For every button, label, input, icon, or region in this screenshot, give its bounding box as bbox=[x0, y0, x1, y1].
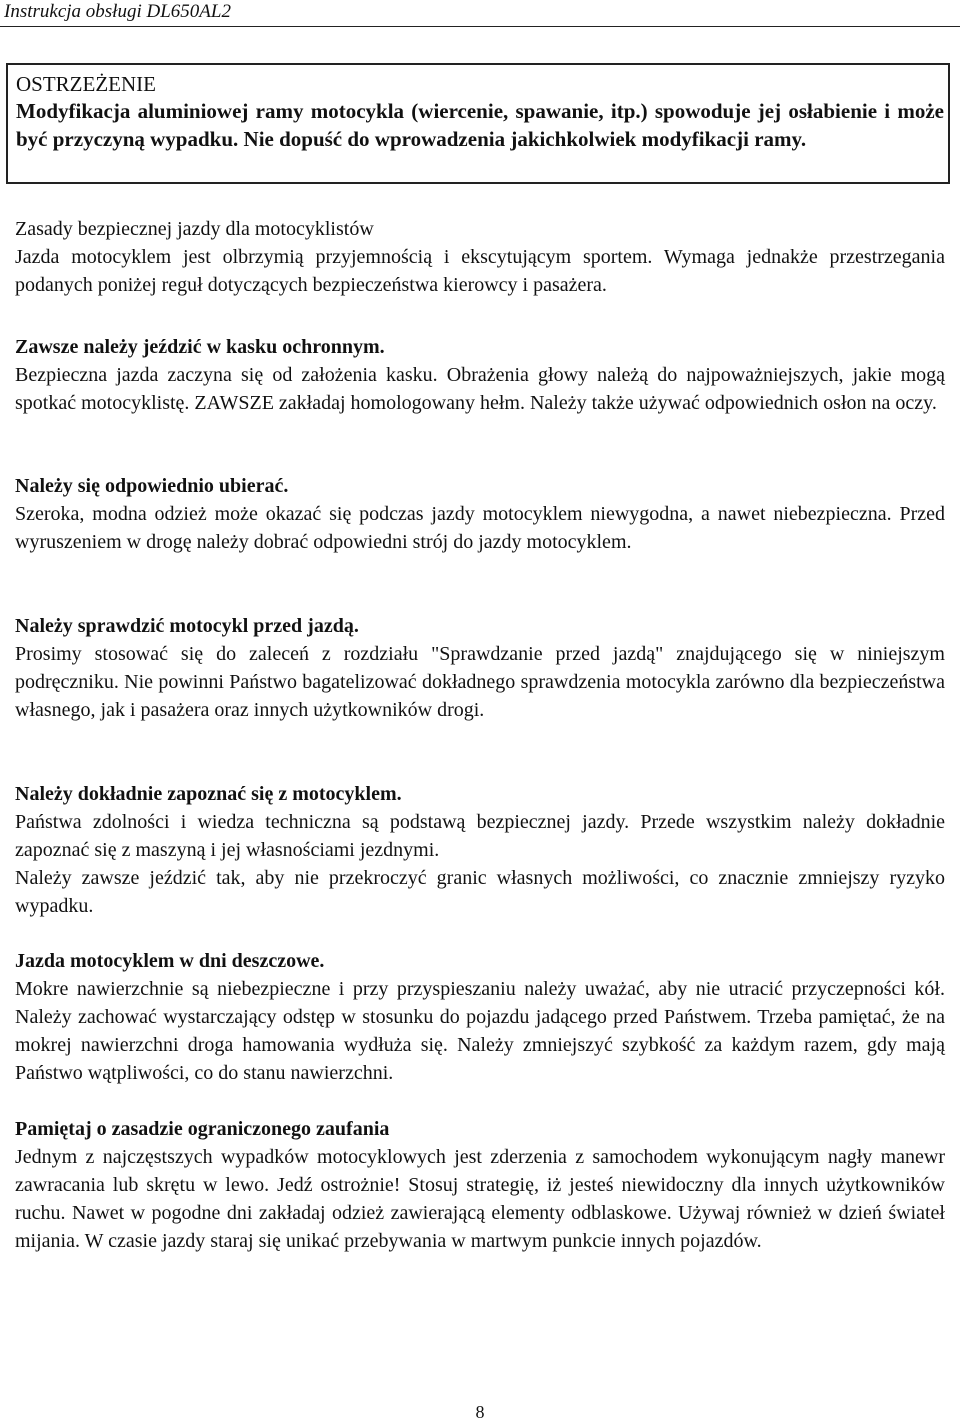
section-paragraph: Mokre nawierzchnie są niebezpieczne i przy przyspieszaniu należy uważać, aby nie utracić przyczepności kół. Należy zachować wystarczający odstęp w stosunku do pojazdu jadącego przed Państwem. Trzeba pamiętać, że na mokrej nawierzchni droga hamowania wydłuża się. Należy zmniejszyć szybkość za każdym razem, gdy mają Państwo wątpliwości, co do stanu nawierzchni. bbox=[15, 978, 945, 1084]
section-paragraph: Prosimy stosować się do zaleceń z rozdziału "Sprawdzanie przed jazdą" znajdującego się w niniejszym podręczniku. Nie powinni Państwo bagatelizować dokładnego sprawdzenia motocykla zarówno dla bezpieczeństwa własnego, jak i pasażera oraz innych użytkowników drogi. bbox=[15, 643, 945, 721]
section-paragraph: Szeroka, modna odzież może okazać się podczas jazdy motocyklem niewygodna, a nawet niebezpieczna. Przed wyruszeniem w drogę należy dobrać odpowiedni strój do jazdy motocyklem. bbox=[15, 503, 945, 553]
page-number: 8 bbox=[475, 1402, 485, 1422]
section-safety-rules bbox=[15, 215, 945, 299]
manual-title: Instrukcja obsługi DL650AL2 bbox=[4, 1, 231, 22]
section-inspection bbox=[15, 612, 945, 724]
section-limited-trust bbox=[15, 1115, 945, 1255]
warning-title: OSTRZEŻENIE bbox=[16, 72, 156, 96]
section-heading: Należy sprawdzić motocykl przed jazdą. bbox=[15, 615, 359, 637]
section-heading: Pamiętaj o zasadzie ograniczonego zaufania bbox=[15, 1118, 390, 1140]
section-heading: Należy się odpowiednio ubierać. bbox=[15, 475, 289, 497]
page-header bbox=[0, 0, 960, 27]
section-heading: Należy dokładnie zapoznać się z motocyklem. bbox=[15, 783, 402, 805]
section-paragraph: Bezpieczna jazda zaczyna się od założenia kasku. Obrażenia głowy należą do najpoważniejszych, jakie mogą spotkać motocyklistę. ZAWSZE zakładaj homologowany hełm. Należy także używać odpowiednich osłon na oczy. bbox=[15, 364, 945, 414]
warning-text: Modyfikacja aluminiowej ramy motocykla (wiercenie, spawanie, itp.) spowoduje jej osłabienie i może być przyczyną wypadku. Nie dopuść do wprowadzenia jakichkolwiek modyfikacji ramy. bbox=[16, 99, 944, 151]
section-familiarize bbox=[15, 780, 945, 920]
section-clothing bbox=[15, 472, 945, 556]
section-heading: Zawsze należy jeździć w kasku ochronnym. bbox=[15, 336, 385, 358]
section-paragraph: Jazda motocyklem jest olbrzymią przyjemnością i ekscytującym sportem. Wymaga jednakże przestrzegania podanych poniżej reguł dotyczących bezpieczeństwa kierowcy i pasażera. bbox=[15, 246, 945, 296]
section-paragraph: Należy zawsze jeździć tak, aby nie przekroczyć granic własnych możliwości, co znacznie zmniejszy ryzyko wypadku. bbox=[15, 867, 945, 917]
section-paragraph: Jednym z najczęstszych wypadków motocyklowych jest zderzenia z samochodem wykonującym nagły manewr zawracania lub skrętu w lewo. Jedź ostrożnie! Stosuj strategię, iż jesteś niewidoczny dla innych użytkowników ruchu. Nawet w pogodne dni zakładaj odzież zawierającą elementy odblaskowe. Używaj również w dzień świateł mijania. W czasie jazdy staraj się unikać przebywania w martwym punkcie innych pojazdów. bbox=[15, 1146, 945, 1252]
section-rainy-days bbox=[15, 947, 945, 1087]
warning-box bbox=[6, 63, 950, 184]
section-paragraph: Państwa zdolności i wiedza techniczna są podstawą bezpiecznej jazdy. Przede wszystkim należy dokładnie zapoznać się z maszyną i jej własnościami jezdnymi. bbox=[15, 811, 945, 861]
section-heading: Zasady bezpiecznej jazdy dla motocyklistów bbox=[15, 218, 374, 240]
section-helmet bbox=[15, 333, 945, 417]
section-heading: Jazda motocyklem w dni deszczowe. bbox=[15, 950, 325, 972]
